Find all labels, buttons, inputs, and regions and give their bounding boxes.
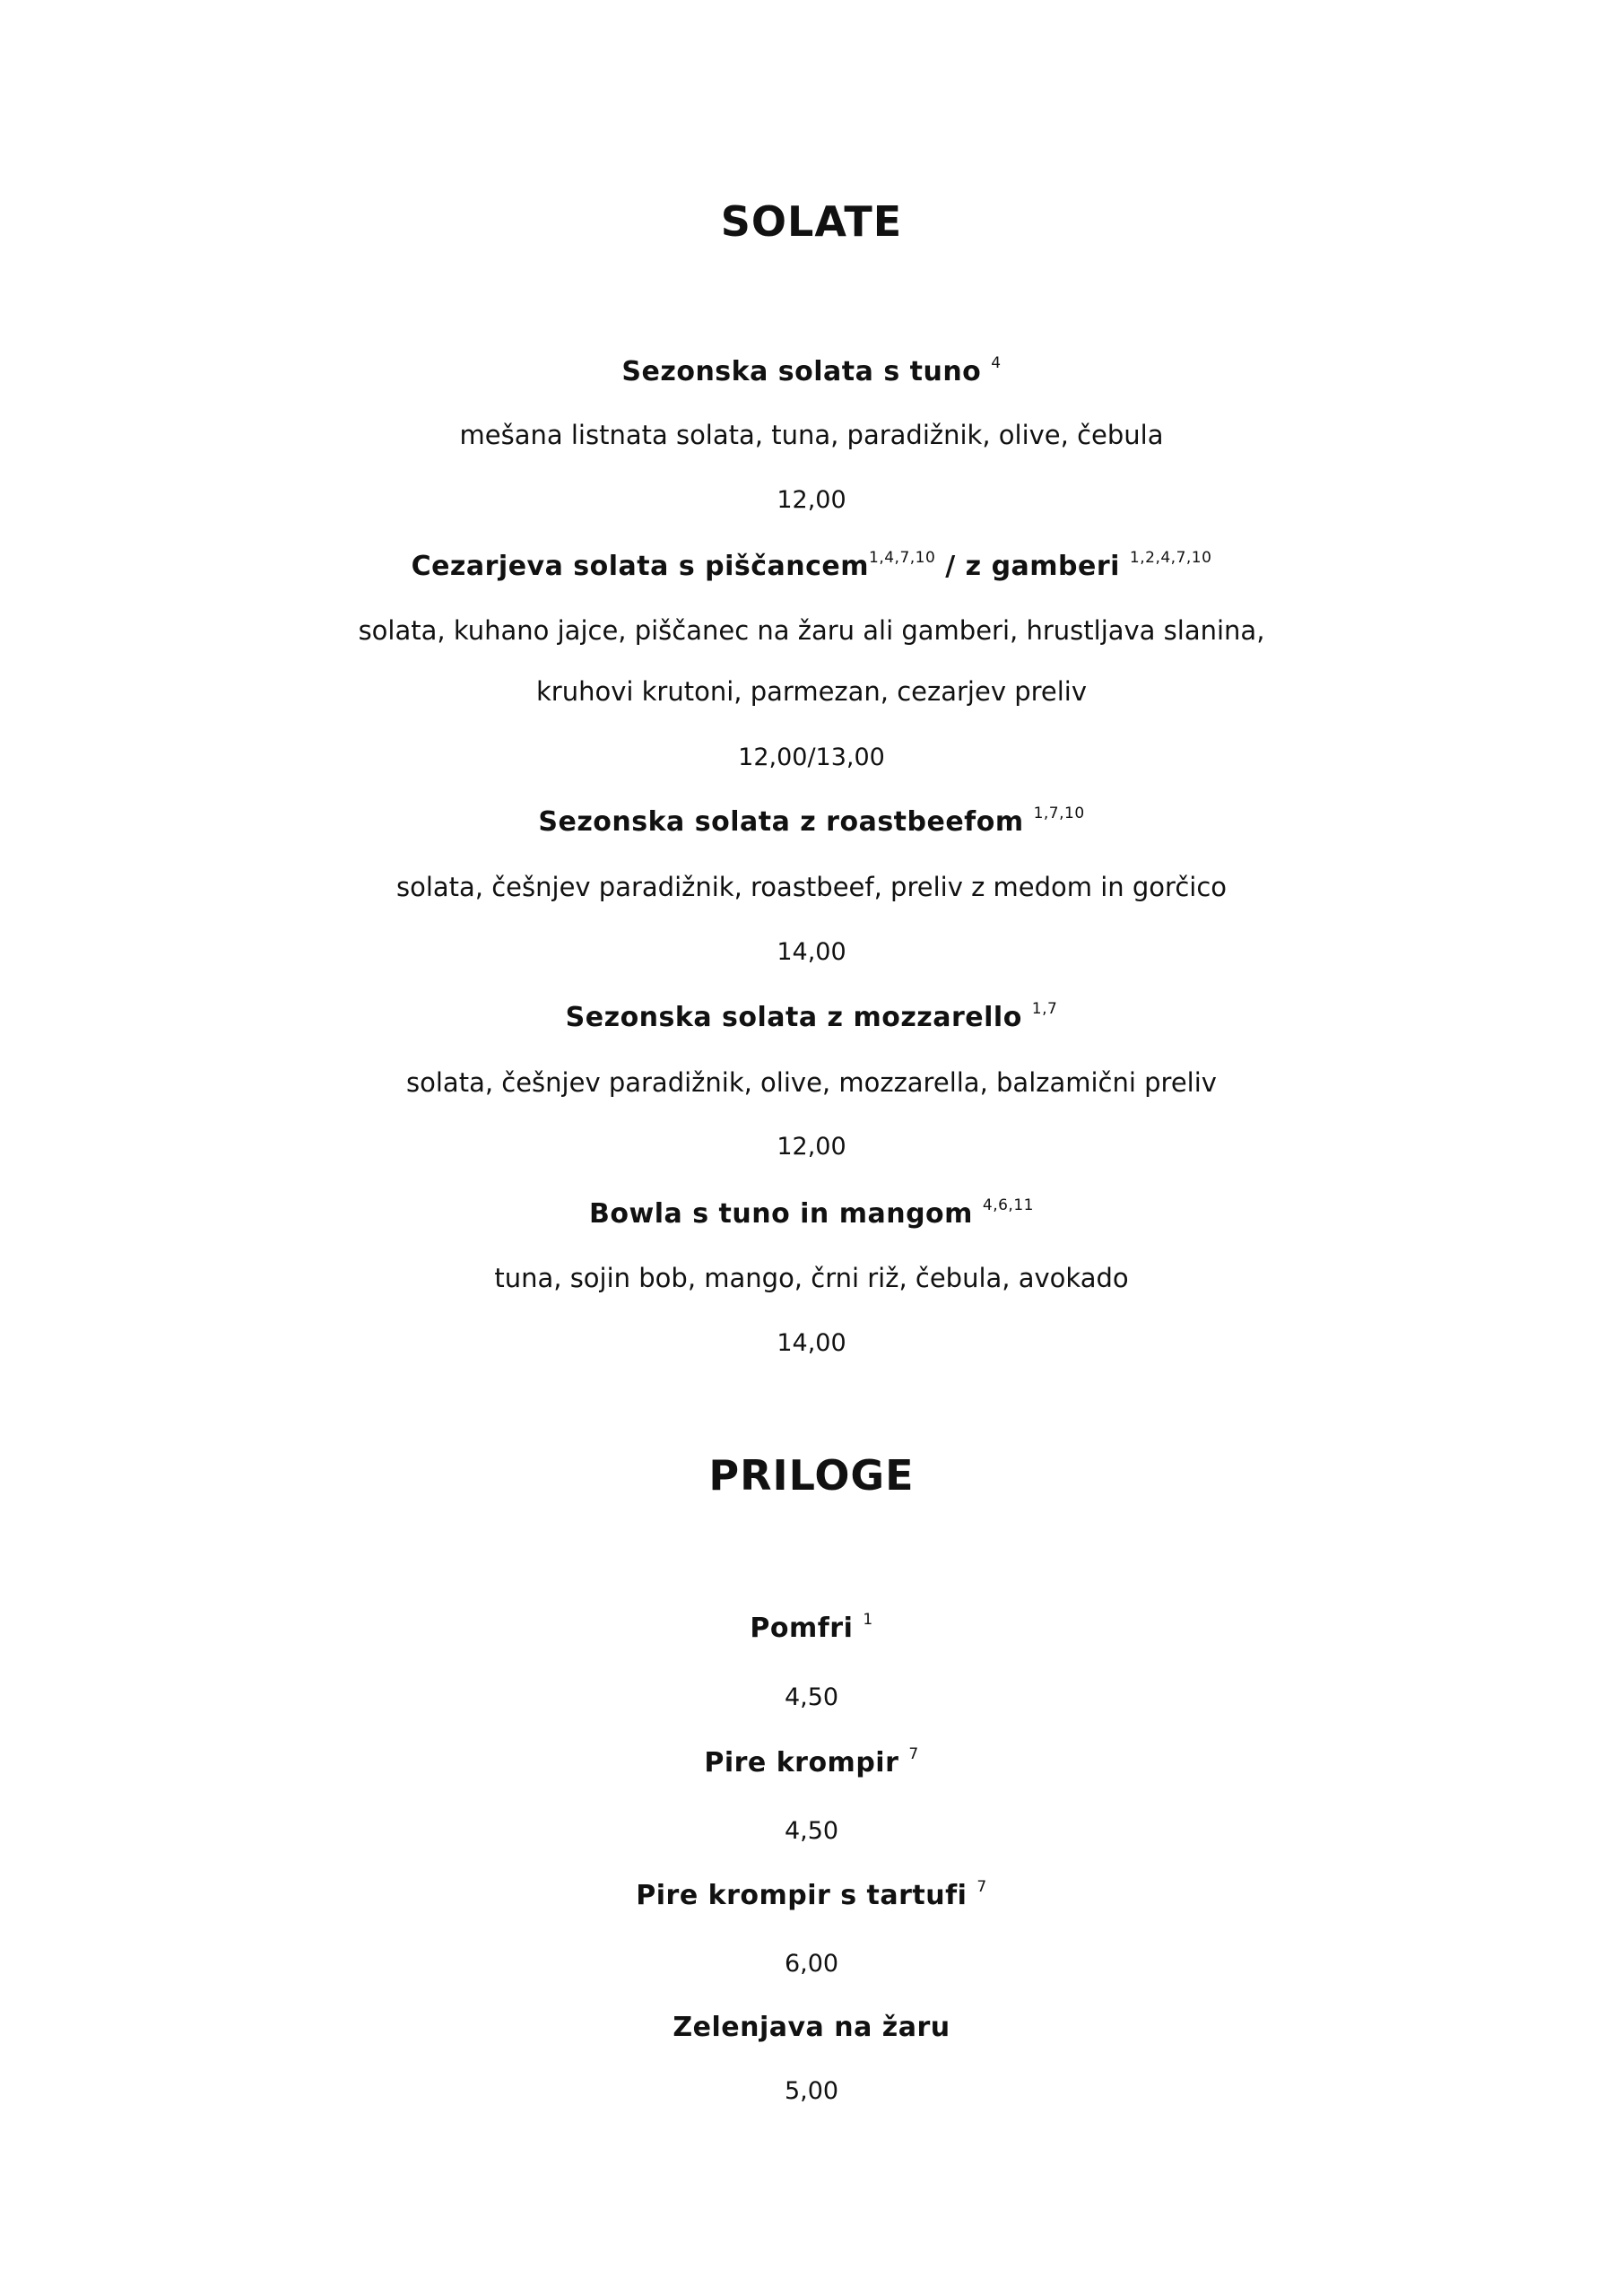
item-name-text: Pire krompir [704,1747,899,1779]
sides-heading: PRILOGE [708,1451,915,1500]
side-name-3 [0,1878,1623,1911]
salad-description-2a: solata, kuhano jajce, piščanec na žaru ali gamberi, hrustljava slanina, [358,615,1265,646]
item-name-text: Pomfri [750,1613,854,1644]
allergen-codes: 4 [991,354,1002,372]
salad-price-3: 14,00 [777,938,846,966]
salad-description-1: mešana listnata solata, tuna, paradižnik, olive, čebula [459,420,1164,450]
allergen-codes: 1 [863,1611,873,1629]
salad-price-4: 12,00 [777,1133,846,1161]
item-name-text: Sezonska solata s tuno [621,356,982,387]
side-price-2: 4,50 [784,1817,839,1845]
item-name-text: Sezonska solata z roastbeefom [538,806,1024,838]
side-name-1 [0,1611,1623,1644]
allergen-codes: 1,7 [1031,1000,1058,1018]
item-name-text: Pire krompir s tartufi [636,1880,968,1911]
salad-price-1: 12,00 [777,486,846,514]
salad-description-4: solata, češnjev paradižnik, olive, mozzarella, balzamični preliv [406,1067,1217,1098]
allergen-codes: 1,7,10 [1033,804,1085,822]
allergen-codes: 4,6,11 [982,1196,1034,1214]
side-name-2 [0,1745,1623,1779]
salad-name-5 [0,1196,1623,1230]
salad-name-1 [0,354,1623,387]
item-name-alt-text: / z gamberi [945,551,1120,582]
side-price-3: 6,00 [784,1950,839,1978]
salad-price-5: 14,00 [777,1329,846,1357]
item-name-text: Sezonska solata z mozzarello [565,1002,1022,1033]
salad-description-5: tuna, sojin bob, mango, črni riž, čebula, avokado [494,1263,1129,1293]
side-price-1: 4,50 [784,1683,839,1711]
allergen-codes: 7 [976,1878,987,1896]
side-name-4 [0,2014,1623,2041]
salad-name-3 [0,804,1623,838]
salads-heading: SOLATE [720,197,903,246]
item-name-text: Zelenjava na žaru [673,2012,950,2043]
item-name-text: Cezarjeva solata s piščancem [411,551,870,582]
salad-description-3: solata, češnjev paradižnik, roastbeef, preliv z medom in gorčico [395,872,1228,902]
salad-name-4 [0,1000,1623,1033]
salad-name-2 [0,549,1623,582]
side-price-4: 5,00 [784,2077,839,2105]
allergen-codes: 1,4,7,10 [869,549,936,567]
allergen-codes-alt: 1,2,4,7,10 [1129,549,1212,567]
salad-price-2: 12,00/13,00 [738,744,885,771]
item-name-text: Bowla s tuno in mangom [589,1198,973,1230]
salad-description-2b: kruhovi krutoni, parmezan, cezarjev preliv [535,676,1088,707]
allergen-codes: 7 [908,1745,919,1763]
